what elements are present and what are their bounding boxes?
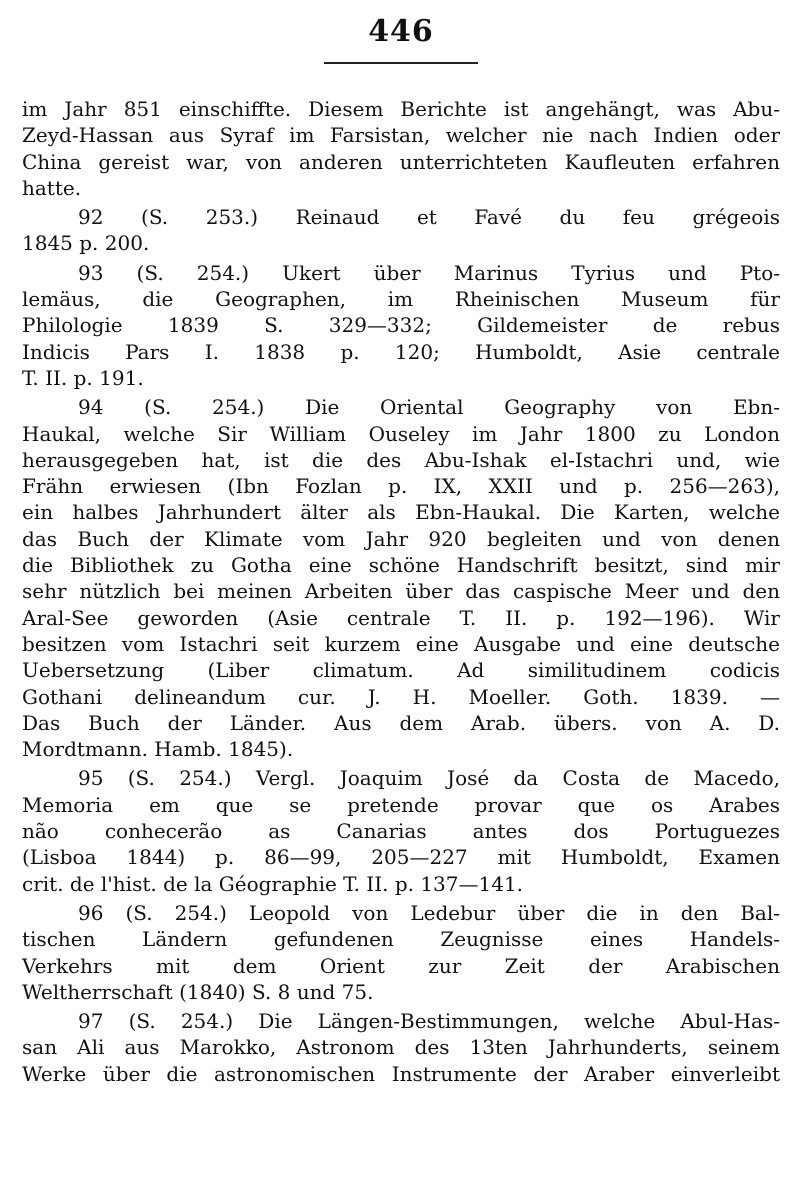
text-line: 94 (S. 254.) Die Oriental Geography von Ebn- [78, 395, 780, 420]
text-line: 97 (S. 254.) Die Längen-Bestimmungen, welche Abul-Has- [78, 1009, 780, 1034]
text-line: Memoria em que se pretende provar que os Arabes [22, 792, 780, 817]
text-line: Weltherrschaft (1840) S. 8 und 75. [22, 979, 374, 1004]
text-line: Das Buch der Länder. Aus dem Arab. übers. von A. D. [22, 710, 780, 735]
text-line: lemäus, die Geographen, im Rheinischen Museum für [22, 287, 780, 312]
text-line: Haukal, welche Sir William Ouseley im Jahr 1800 zu London [22, 421, 780, 446]
text-line: im Jahr 851 einschiffte. Diesem Berichte ist angehängt, was Abu- [22, 97, 780, 121]
text-line: 1845 p. 200. [22, 231, 150, 256]
text-line: hatte. [22, 175, 82, 200]
text-line: Verkehrs mit dem Orient zur Zeit der Arabischen [22, 953, 780, 978]
text-line: Indicis Pars I. 1838 p. 120; Humboldt, Asie centrale [22, 339, 780, 364]
document-page [22, 0, 780, 1200]
text-line: crit. de l'hist. de la Géographie T. II. p. 137—141. [22, 871, 524, 896]
text-line: die Bibliothek zu Gotha eine schöne Handschrift besitzt, sind mir [22, 553, 780, 578]
text-line: Aral-See geworden (Asie centrale T. II. p. 192—196). Wir [22, 605, 780, 630]
text-line: (Lisboa 1844) p. 86—99, 205—227 mit Humboldt, Examen [22, 845, 780, 870]
text-line: T. II. p. 191. [22, 365, 144, 390]
text-line: das Buch der Klimate vom Jahr 920 begleiten und von denen [22, 526, 780, 551]
text-line: tischen Ländern gefundenen Zeugnisse eines Handels- [22, 927, 780, 952]
text-line: 92 (S. 253.) Reinaud et Favé du feu grégeois [78, 205, 780, 230]
text-line: Uebersetzung (Liber climatum. Ad similitudinem codicis [22, 658, 780, 683]
text-line: Zeyd-Hassan aus Syraf im Farsistan, welcher nie nach Indien oder [22, 123, 780, 148]
text-line: 93 (S. 254.) Ukert über Marinus Tyrius und Pto- [78, 260, 780, 285]
text-line: China gereist war, von anderen unterrichteten Kaufleuten erfahren [22, 149, 780, 174]
text-line: 96 (S. 254.) Leopold von Ledebur über die in den Bal- [78, 900, 780, 925]
text-line: Philologie 1839 S. 329—332; Gildemeister de rebus [22, 313, 780, 338]
page-body-text [22, 96, 780, 1087]
header-rule [324, 62, 478, 64]
page-number: 446 [368, 14, 434, 49]
text-line: besitzen vom Istachri seit kurzem eine Ausgabe und eine deutsche [22, 631, 780, 656]
text-line: herausgegeben hat, ist die des Abu-Ishak el-Istachri und, wie [22, 447, 780, 472]
text-line: sehr nützlich bei meinen Arbeiten über das caspische Meer und den [22, 579, 780, 604]
text-line: Werke über die astronomischen Instrumente der Araber einverleibt [22, 1061, 780, 1086]
text-line: não conhecerão as Canarias antes dos Portuguezes [22, 819, 780, 844]
text-line: san Ali aus Marokko, Astronom des 13ten Jahrhunderts, seinem [22, 1035, 780, 1060]
text-line: Mordtmann. Hamb. 1845). [22, 737, 294, 762]
text-line: ein halbes Jahrhundert älter als Ebn-Haukal. Die Karten, welche [22, 500, 780, 525]
text-line: Frähn erwiesen (Ibn Fozlan p. IX, XXII und p. 256—263), [22, 474, 780, 499]
text-line: Gothani delineandum cur. J. H. Moeller. Goth. 1839. — [22, 684, 780, 709]
text-line: 95 (S. 254.) Vergl. Joaquim José da Costa de Macedo, [78, 766, 780, 791]
